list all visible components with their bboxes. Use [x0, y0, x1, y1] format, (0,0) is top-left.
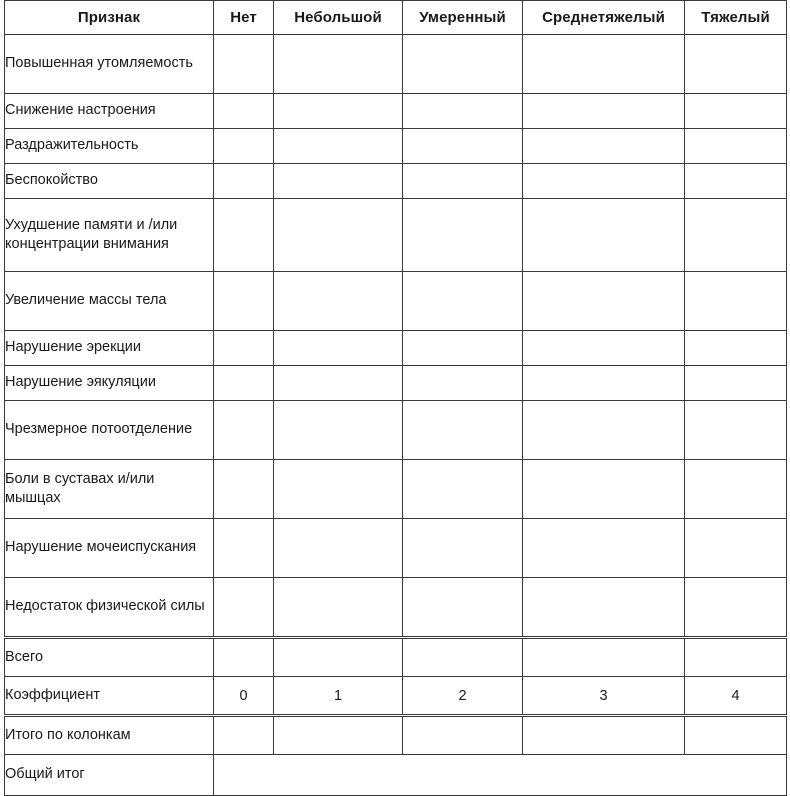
- checkbox-cell-mild[interactable]: [274, 366, 403, 401]
- checkbox-cell-severe[interactable]: [685, 331, 787, 366]
- checkbox-cell-mild[interactable]: [274, 272, 403, 331]
- table-row: [5, 401, 787, 460]
- checkbox-cell-none[interactable]: [214, 366, 274, 401]
- checkbox-cell-mild[interactable]: [274, 199, 403, 272]
- checkbox-cell-moderate-severe[interactable]: [523, 519, 685, 578]
- table-row: [5, 331, 787, 366]
- checkbox-cell-mild[interactable]: [274, 129, 403, 164]
- checkbox-cell-moderate-severe[interactable]: [523, 366, 685, 401]
- grand-total-value-cell[interactable]: [214, 755, 787, 796]
- column-total-cell-none[interactable]: [214, 716, 274, 755]
- checkbox-cell-none[interactable]: [214, 401, 274, 460]
- checkbox-cell-moderate-severe[interactable]: [523, 199, 685, 272]
- checkbox-cell-none[interactable]: [214, 460, 274, 519]
- column-header-moderate-severe: Среднетяжелый: [523, 1, 685, 35]
- checkbox-cell-severe[interactable]: [685, 366, 787, 401]
- symptom-label: Боли в суставах и/или мышцах: [5, 460, 214, 519]
- checkbox-cell-mild[interactable]: [274, 164, 403, 199]
- checkbox-cell-moderate-severe[interactable]: [523, 460, 685, 519]
- total-cell-moderate-severe[interactable]: [523, 638, 685, 677]
- checkbox-cell-mild[interactable]: [274, 331, 403, 366]
- header-row: [5, 1, 787, 35]
- checkbox-cell-moderate[interactable]: [403, 519, 523, 578]
- checkbox-cell-moderate-severe[interactable]: [523, 35, 685, 94]
- checkbox-cell-mild[interactable]: [274, 401, 403, 460]
- checkbox-cell-moderate[interactable]: [403, 129, 523, 164]
- checkbox-cell-none[interactable]: [214, 331, 274, 366]
- checkbox-cell-moderate[interactable]: [403, 460, 523, 519]
- checkbox-cell-moderate[interactable]: [403, 366, 523, 401]
- checkbox-cell-moderate-severe[interactable]: [523, 129, 685, 164]
- checkbox-cell-none[interactable]: [214, 129, 274, 164]
- symptom-label: Нарушение эякуляции: [5, 366, 214, 401]
- grand-total-row: [5, 755, 787, 796]
- table-row: [5, 35, 787, 94]
- checkbox-cell-severe[interactable]: [685, 519, 787, 578]
- checkbox-cell-mild[interactable]: [274, 94, 403, 129]
- column-header-mild: Небольшой: [274, 1, 403, 35]
- table-row: [5, 164, 787, 199]
- checkbox-cell-none[interactable]: [214, 35, 274, 94]
- total-cell-moderate[interactable]: [403, 638, 523, 677]
- symptom-label: Ухудшение памяти и /или концентрации внимания: [5, 199, 214, 272]
- checkbox-cell-moderate[interactable]: [403, 199, 523, 272]
- total-cell-severe[interactable]: [685, 638, 787, 677]
- checkbox-cell-mild[interactable]: [274, 460, 403, 519]
- column-total-cell-mild[interactable]: [274, 716, 403, 755]
- column-total-row-label: Итого по колонкам: [5, 716, 214, 755]
- total-cell-none[interactable]: [214, 638, 274, 677]
- column-header-symptom: Признак: [5, 1, 214, 35]
- table-row: [5, 272, 787, 331]
- coefficient-value-mild: 1: [274, 677, 403, 716]
- checkbox-cell-severe[interactable]: [685, 129, 787, 164]
- coefficient-value-severe: 4: [685, 677, 787, 716]
- checkbox-cell-moderate[interactable]: [403, 401, 523, 460]
- coefficient-value-moderate-severe: 3: [523, 677, 685, 716]
- checkbox-cell-moderate[interactable]: [403, 164, 523, 199]
- checkbox-cell-severe[interactable]: [685, 35, 787, 94]
- table-row: [5, 366, 787, 401]
- total-row-label: Всего: [5, 638, 214, 677]
- table-row: [5, 578, 787, 638]
- coefficient-row: [5, 677, 787, 716]
- checkbox-cell-none[interactable]: [214, 519, 274, 578]
- table-row: [5, 94, 787, 129]
- table-row: [5, 460, 787, 519]
- symptom-label: Нарушение эрекции: [5, 331, 214, 366]
- checkbox-cell-moderate-severe[interactable]: [523, 578, 685, 638]
- table-header: [5, 1, 787, 35]
- symptom-label: Снижение настроения: [5, 94, 214, 129]
- total-row: [5, 638, 787, 677]
- symptom-label: Раздражительность: [5, 129, 214, 164]
- checkbox-cell-moderate[interactable]: [403, 578, 523, 638]
- checkbox-cell-moderate[interactable]: [403, 35, 523, 94]
- checkbox-cell-mild[interactable]: [274, 578, 403, 638]
- coefficient-value-none: 0: [214, 677, 274, 716]
- checkbox-cell-moderate-severe[interactable]: [523, 94, 685, 129]
- checkbox-cell-moderate-severe[interactable]: [523, 401, 685, 460]
- checkbox-cell-mild[interactable]: [274, 35, 403, 94]
- symptom-label: Увеличение массы тела: [5, 272, 214, 331]
- checkbox-cell-moderate-severe[interactable]: [523, 164, 685, 199]
- checkbox-cell-none[interactable]: [214, 199, 274, 272]
- checkbox-cell-mild[interactable]: [274, 519, 403, 578]
- checkbox-cell-moderate-severe[interactable]: [523, 272, 685, 331]
- checkbox-cell-none[interactable]: [214, 94, 274, 129]
- column-header-none: Нет: [214, 1, 274, 35]
- symptom-assessment-table: [4, 0, 787, 796]
- column-header-severe: Тяжелый: [685, 1, 787, 35]
- checkbox-cell-none[interactable]: [214, 272, 274, 331]
- checkbox-cell-severe[interactable]: [685, 578, 787, 638]
- checkbox-cell-severe[interactable]: [685, 401, 787, 460]
- table-row: [5, 129, 787, 164]
- coefficient-value-moderate: 2: [403, 677, 523, 716]
- total-cell-mild[interactable]: [274, 638, 403, 677]
- table-body: [5, 35, 787, 796]
- symptom-label: Недостаток физической силы: [5, 578, 214, 638]
- symptom-label: Беспокойство: [5, 164, 214, 199]
- grand-total-row-label: Общий итог: [5, 755, 214, 796]
- checkbox-cell-severe[interactable]: [685, 199, 787, 272]
- symptom-label: Чрезмерное потоотделение: [5, 401, 214, 460]
- checkbox-cell-moderate-severe[interactable]: [523, 331, 685, 366]
- column-header-moderate: Умеренный: [403, 1, 523, 35]
- checkbox-cell-severe[interactable]: [685, 164, 787, 199]
- table-row: [5, 519, 787, 578]
- coefficient-row-label: Коэффициент: [5, 677, 214, 716]
- checkbox-cell-severe[interactable]: [685, 272, 787, 331]
- column-total-cell-moderate-severe[interactable]: [523, 716, 685, 755]
- checkbox-cell-none[interactable]: [214, 164, 274, 199]
- checkbox-cell-severe[interactable]: [685, 460, 787, 519]
- table-row: [5, 199, 787, 272]
- column-total-cell-severe[interactable]: [685, 716, 787, 755]
- symptom-label: Нарушение мочеиспускания: [5, 519, 214, 578]
- checkbox-cell-moderate[interactable]: [403, 94, 523, 129]
- column-total-cell-moderate[interactable]: [403, 716, 523, 755]
- symptom-label: Повышенная утомляемость: [5, 35, 214, 94]
- checkbox-cell-moderate[interactable]: [403, 272, 523, 331]
- checkbox-cell-moderate[interactable]: [403, 331, 523, 366]
- column-total-row: [5, 716, 787, 755]
- checkbox-cell-none[interactable]: [214, 578, 274, 638]
- checkbox-cell-severe[interactable]: [685, 94, 787, 129]
